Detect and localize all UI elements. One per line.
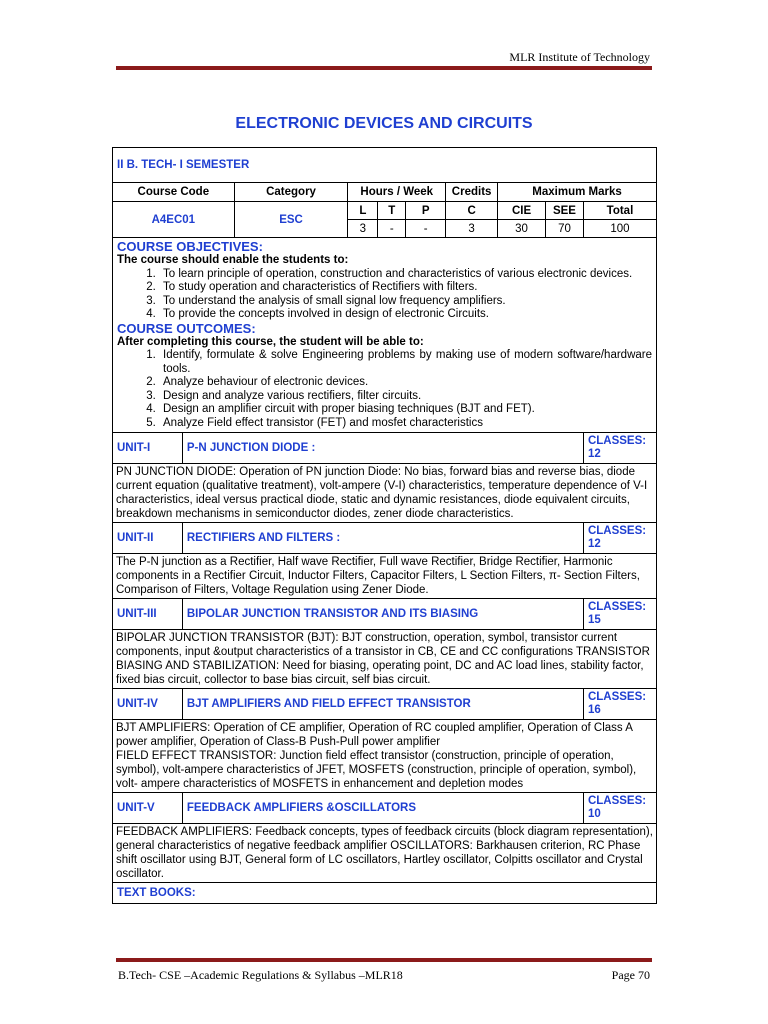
page-number: Page 70 (611, 968, 650, 982)
course-code-value: A4EC01 (113, 202, 235, 238)
unit-label: UNIT-IV (113, 689, 183, 720)
c-value: 3 (446, 220, 498, 238)
unit-body: PN JUNCTION DIODE: Operation of PN junction Diode: No bias, forward bias and reverse bias, diode current equation (qualitative treatment), volt-ampere (V-I) characteristics, temperature dependence of V-I characteristics, ideal versus practical diode, static and dynamic resistances, diode equivalent circuits, breakdown mechanisms in semiconductor diodes, zener diode characteristics. (113, 464, 657, 523)
unit-body: FEEDBACK AMPLIFIERS: Feedback concepts, types of feedback circuits (block diagram representation), general characteristics of negative feedback amplifier OSCILLATORS: Barkhausen criterion, RC Phase shift oscillator using BJT, General form of LC oscillators, Hartley oscillator, Colpitts oscillator and Crystal oscillator. (113, 824, 657, 883)
semester-label: II B. TECH- I SEMESTER (113, 148, 657, 183)
c-header: C (446, 202, 498, 220)
l-header: L (348, 202, 378, 220)
list-item: 3. To understand the analysis of small signal low frequency amplifiers. (159, 295, 652, 309)
objectives-outcomes-cell (113, 238, 657, 433)
category-header: Category (234, 183, 348, 202)
unit-classes: CLASSES: 12 (583, 523, 656, 554)
list-item: 4. Design an amplifier circuit with proper biasing techniques (BJT and FET). (159, 403, 652, 417)
unit-body: The P-N junction as a Rectifier, Half wave Rectifier, Full wave Rectifier, Bridge Rectifier, Harmonic components in a Rectifier Circuit, Inductor Filters, Capacitor Filters, L Section Filters, π- Section Filters, Comparison of Filters, Voltage Regulation using Zener Diode. (113, 554, 657, 599)
outcomes-list (117, 349, 652, 430)
unit-classes: CLASSES: 16 (583, 689, 656, 720)
course-code-header: Course Code (113, 183, 235, 202)
list-item: 3. Design and analyze various rectifiers, filter circuits. (159, 390, 652, 404)
l-value: 3 (348, 220, 378, 238)
unit-body: BIPOLAR JUNCTION TRANSISTOR (BJT): BJT construction, operation, symbol, transistor current components, input &output characteristics of a transistor in CB, CE and CC configurations TRANSISTOR BIASING AND STABILIZATION: Need for biasing, operating point, DC and AC load lines, stability factor, fixed bias circuit, collector to base bias circuit, self bias circuit. (113, 630, 657, 689)
unit-classes: CLASSES: 15 (583, 599, 656, 630)
p-header: P (406, 202, 446, 220)
list-item: 5. Analyze Field effect transistor (FET) and mosfet characteristics (159, 417, 652, 431)
p-value: - (406, 220, 446, 238)
total-header: Total (583, 202, 656, 220)
unit-classes: CLASSES: 10 (583, 793, 656, 824)
unit-title: RECTIFIERS AND FILTERS : (182, 523, 583, 554)
max-marks-header: Maximum Marks (498, 183, 657, 202)
outcomes-intro: After completing this course, the student will be able to: (117, 335, 424, 348)
hours-week-header: Hours / Week (348, 183, 446, 202)
t-value: - (378, 220, 406, 238)
list-item: 4. To provide the concepts involved in design of electronic Circuits. (159, 308, 652, 322)
unit-label: UNIT-III (113, 599, 183, 630)
list-item: 1. To learn principle of operation, construction and characteristics of various electronic devices. (159, 268, 652, 282)
unit-title: BIPOLAR JUNCTION TRANSISTOR AND ITS BIASING (182, 599, 583, 630)
category-value: ESC (234, 202, 348, 238)
footer-text: B.Tech- CSE –Academic Regulations & Syllabus –MLR18 (118, 968, 403, 982)
unit-classes: CLASSES: 12 (583, 433, 656, 464)
see-value: 70 (545, 220, 583, 238)
unit-label: UNIT-I (113, 433, 183, 464)
credits-header: Credits (446, 183, 498, 202)
objectives-heading: COURSE OBJECTIVES: (117, 239, 263, 254)
page-title: ELECTRONIC DEVICES AND CIRCUITS (235, 115, 533, 132)
unit-title: P-N JUNCTION DIODE : (182, 433, 583, 464)
total-value: 100 (583, 220, 656, 238)
text-books-heading: TEXT BOOKS: (113, 883, 657, 904)
see-header: SEE (545, 202, 583, 220)
objectives-intro: The course should enable the students to: (117, 254, 349, 266)
header-rule (116, 66, 652, 70)
institute-name: MLR Institute of Technology (509, 50, 650, 64)
unit-label: UNIT-II (113, 523, 183, 554)
list-item: 1. Identify, formulate & solve Engineering problems by making use of modern software/hardware tools. (159, 349, 652, 376)
t-header: T (378, 202, 406, 220)
list-item: 2. Analyze behaviour of electronic devices. (159, 376, 652, 390)
syllabus-table (112, 147, 657, 904)
cie-value: 30 (498, 220, 546, 238)
unit-title: BJT AMPLIFIERS AND FIELD EFFECT TRANSISTOR (182, 689, 583, 720)
unit-label: UNIT-V (113, 793, 183, 824)
cie-header: CIE (498, 202, 546, 220)
footer-rule (116, 958, 652, 962)
unit-body: BJT AMPLIFIERS: Operation of CE amplifier, Operation of RC coupled amplifier, Operation of Class A power amplifier, Operation of Class-B Push-Pull power amplifier FIELD EFFECT TRANSISTOR: Junction field effect transistor (construction, principle of operation, symbol), volt-ampere characteristics of JFET, MOSFETS (construction, principle of operation, symbol), volt- ampere characteristics of MOSFETS in enhancement and depletion modes (113, 720, 657, 793)
list-item: 2. To study operation and characteristics of Rectifiers with filters. (159, 281, 652, 295)
unit-title: FEEDBACK AMPLIFIERS &OSCILLATORS (182, 793, 583, 824)
objectives-list (117, 268, 652, 322)
outcomes-heading: COURSE OUTCOMES: (117, 320, 256, 336)
